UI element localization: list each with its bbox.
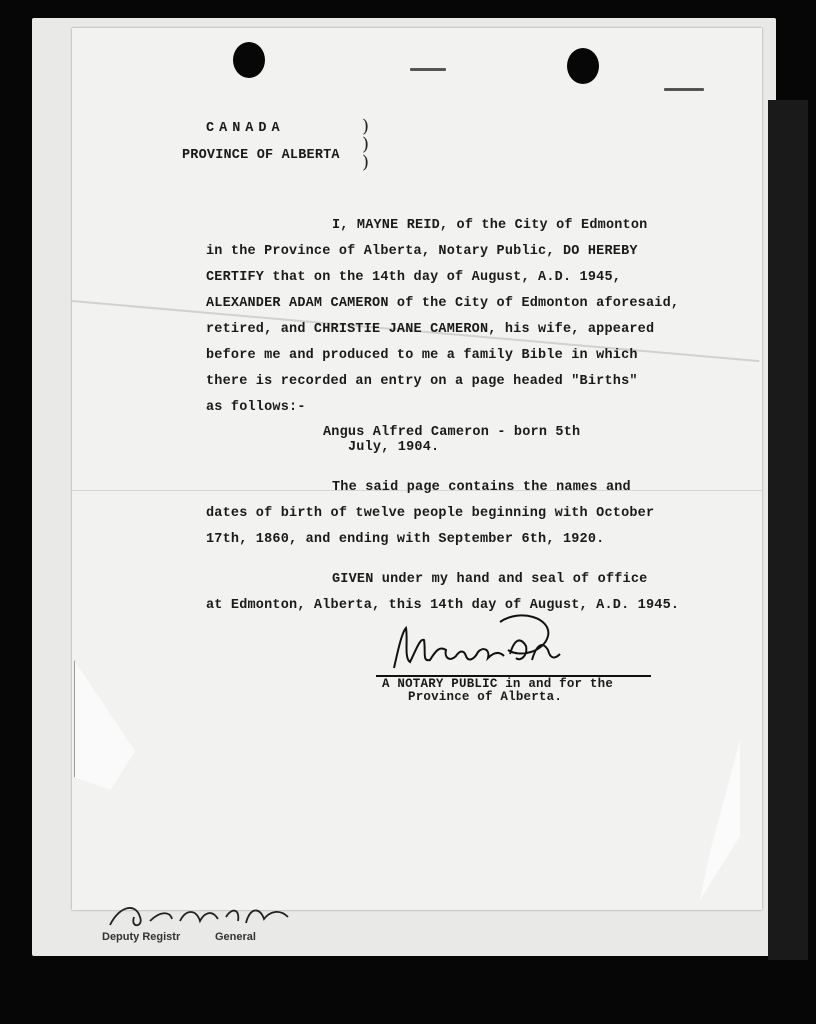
- punch-hole: [233, 42, 265, 78]
- page-line: 17th, 1860, and ending with September 6th, 1920.: [206, 532, 605, 547]
- page-line: The said page contains the names and: [332, 480, 631, 495]
- body-line: before me and produced to me a family Bible in which: [206, 348, 638, 363]
- stamp-text: Deputy Registr: [102, 931, 181, 943]
- given-line: GIVEN under my hand and seal of office: [332, 572, 648, 587]
- binding-strip: [768, 100, 808, 960]
- given-line: at Edmonton, Alberta, this 14th day of August, A.D. 1945.: [206, 598, 680, 613]
- body-line: retired, and CHRISTIE JANE CAMERON, his wife, appeared: [206, 322, 655, 337]
- punch-hole: [567, 48, 599, 84]
- body-line: I, MAYNE REID, of the City of Edmonton: [332, 218, 648, 233]
- page-line: dates of birth of twelve people beginning with October: [206, 506, 655, 521]
- birth-entry: Angus Alfred Cameron - born 5th: [323, 425, 581, 440]
- notary-title: A NOTARY PUBLIC in and for the: [382, 677, 614, 691]
- country-heading: CANADA: [206, 121, 285, 136]
- body-line: there is recorded an entry on a page headed "Births": [206, 374, 638, 389]
- registrar-signature: [100, 897, 300, 931]
- province-heading: PROVINCE OF ALBERTA: [182, 148, 340, 163]
- birth-entry: July, 1904.: [348, 440, 440, 455]
- body-line: CERTIFY that on the 14th day of August, A.D. 1945,: [206, 270, 622, 285]
- registrar-stamp: [90, 895, 730, 950]
- body-line: ALEXANDER ADAM CAMERON of the City of Edmonton aforesaid,: [206, 296, 680, 311]
- heading-brace: ) ) ): [362, 116, 370, 173]
- notary-signature: [380, 610, 580, 680]
- staple-mark: [410, 68, 446, 71]
- notary-title: Province of Alberta.: [408, 690, 563, 704]
- body-line: as follows:-: [206, 400, 306, 415]
- certificate-page: [72, 28, 762, 910]
- body-line: in the Province of Alberta, Notary Public, DO HEREBY: [206, 244, 638, 259]
- stamp-text: General: [215, 931, 256, 943]
- staple-mark: [664, 88, 704, 91]
